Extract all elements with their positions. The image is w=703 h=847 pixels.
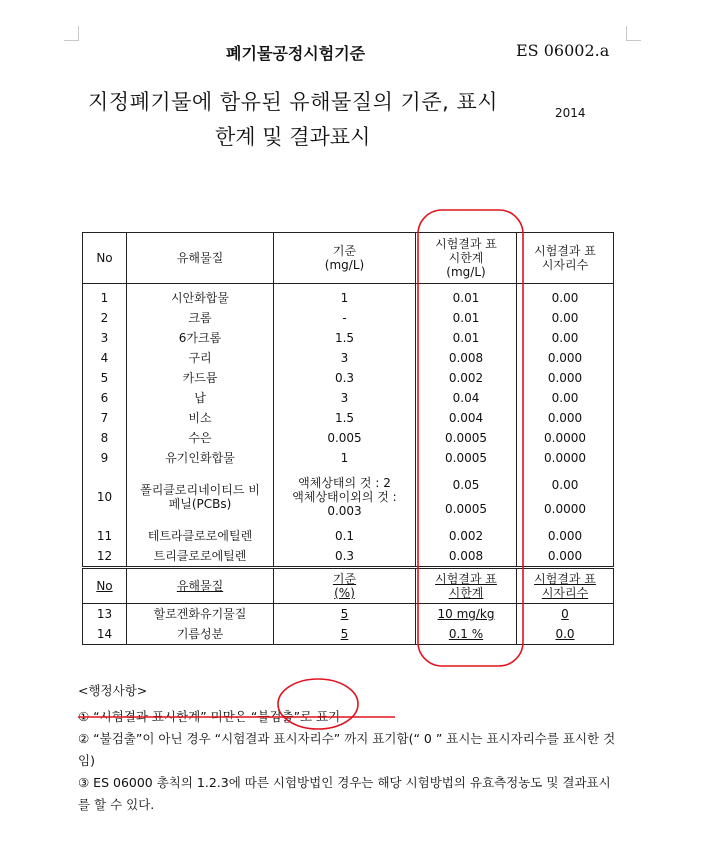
table-row <box>83 328 614 348</box>
table-row: 10 폴리클로리네이티드 비페닐(PCBs) 액체상태의 것 : 2 액체상태이외의 것 : 0.003 0.05 0.0005 0.00 0.0000 <box>83 468 614 526</box>
col-header-limit: 시험결과 표시한계 (mg/L) <box>416 233 517 284</box>
table-row <box>83 388 614 408</box>
cell-no: 12 <box>83 546 127 568</box>
cell-digits: 0 <box>517 604 614 625</box>
cell-criteria: 0.3 <box>274 368 416 388</box>
table-row <box>83 368 614 388</box>
col-header-limit-2: 시험결과 표시한계 <box>416 568 517 604</box>
table-row <box>83 428 614 448</box>
cell-substance: 테트라클로로에틸렌 <box>127 526 274 546</box>
cell-limit: 0.008 <box>416 348 517 368</box>
cell-no: 14 <box>83 624 127 645</box>
rows-group-a <box>83 284 614 469</box>
col-header-substance: 유해물질 <box>127 233 274 284</box>
cell-digits: 0.00 <box>517 308 614 328</box>
cell-substance: 비소 <box>127 408 274 428</box>
col-header-digits: 시험결과 표시자리수 <box>517 233 614 284</box>
cell-limit: 0.1 % <box>416 624 517 645</box>
cell-no: 4 <box>83 348 127 368</box>
col-header-substance-2: 유해물질 <box>127 568 274 604</box>
cell-criteria: 5 <box>274 624 416 645</box>
standards-table <box>82 232 614 645</box>
rows-group-c <box>83 604 614 645</box>
cell-criteria: 1.5 <box>274 408 416 428</box>
cell-limit: 0.0005 <box>416 448 517 468</box>
col-header-digits-2: 시험결과 표시자리수 <box>517 568 614 604</box>
cell-substance: 할로겐화유기물질 <box>127 604 274 625</box>
cell-limit: 0.01 <box>416 328 517 348</box>
table-row <box>83 624 614 645</box>
note-item-2: ② “불검출”이 아닌 경우 “시험결과 표시자리수” 까지 표기함(“ 0 ” 표시는 표시자리수를 표시한 것임) <box>78 731 616 768</box>
header-title: 폐기물공정시험기준 <box>226 44 366 63</box>
cell-digits: 0.00 <box>517 388 614 408</box>
cell-no: 6 <box>83 388 127 408</box>
cell-limit: 0.01 <box>416 308 517 328</box>
cell-limit: 0.004 <box>416 408 517 428</box>
document-title-line2: 한계 및 결과표시 <box>215 125 371 149</box>
cell-no: 2 <box>83 308 127 328</box>
table-row <box>83 308 614 328</box>
table-row <box>83 546 614 568</box>
cell-no: 1 <box>83 284 127 309</box>
header-code: ES 06002.a <box>516 41 610 60</box>
col-header-no: No <box>83 233 127 284</box>
document-title-line1: 지정폐기물에 함유된 유해물질의 기준, 표시 <box>88 90 499 114</box>
cell-criteria: 5 <box>274 604 416 625</box>
document-year: 2014 <box>555 106 586 120</box>
cell-substance: 시안화합물 <box>127 284 274 309</box>
cell-substance: 유기인화합물 <box>127 448 274 468</box>
cell-digits: 0.000 <box>517 526 614 546</box>
cell-limit: 0.002 <box>416 368 517 388</box>
cell-substance: 납 <box>127 388 274 408</box>
cell-digits: 0.00 <box>517 328 614 348</box>
cell-limit: 10 mg/kg <box>416 604 517 625</box>
cell-limit: 0.0005 <box>416 428 517 448</box>
cell-digits: 0.00 <box>517 284 614 309</box>
cell-digits: 0.0000 <box>517 448 614 468</box>
cell-substance: 크롬 <box>127 308 274 328</box>
cell-criteria: 1 <box>274 448 416 468</box>
cell-substance: 구리 <box>127 348 274 368</box>
cell-substance: 트리클로로에틸렌 <box>127 546 274 568</box>
cell-no: 7 <box>83 408 127 428</box>
rows-group-b <box>83 526 614 568</box>
cell-no: 13 <box>83 604 127 625</box>
cell-criteria: 0.1 <box>274 526 416 546</box>
table-row <box>83 284 614 309</box>
col-header-no-2: No <box>83 568 127 604</box>
cell-substance: 카드뮴 <box>127 368 274 388</box>
cell-criteria: 3 <box>274 348 416 368</box>
cell-criteria: 0.005 <box>274 428 416 448</box>
note-item-1: ① “시험결과 표시한계” 미만은 “불검출”로 표기 <box>78 709 341 724</box>
cell-digits: 0.0000 <box>517 428 614 448</box>
cell-criteria: 1 <box>274 284 416 309</box>
table-row <box>83 526 614 546</box>
cell-no: 3 <box>83 328 127 348</box>
cell-no: 5 <box>83 368 127 388</box>
cell-substance: 수은 <box>127 428 274 448</box>
table-header-row <box>83 233 614 284</box>
cell-digits: 0.000 <box>517 348 614 368</box>
table-row <box>83 408 614 428</box>
cell-criteria: 3 <box>274 388 416 408</box>
cell-substance: 6가크롬 <box>127 328 274 348</box>
page-corner-mark-left <box>64 26 79 41</box>
table-header-row-2 <box>83 568 614 604</box>
cell-limit: 0.002 <box>416 526 517 546</box>
col-header-criteria: 기준 (mg/L) <box>274 233 416 284</box>
cell-limit: 0.008 <box>416 546 517 568</box>
admin-notes <box>78 680 618 816</box>
cell-digits: 0.0 <box>517 624 614 645</box>
cell-criteria: - <box>274 308 416 328</box>
note-item-3: ③ ES 06000 총칙의 1.2.3에 따른 시험방법인 경우는 해당 시험방법의 유효측정농도 및 결과표시를 할 수 있다. <box>78 775 611 812</box>
cell-criteria: 0.3 <box>274 546 416 568</box>
cell-no: 11 <box>83 526 127 546</box>
cell-digits: 0.000 <box>517 546 614 568</box>
col-header-criteria-2: 기준 (%) <box>274 568 416 604</box>
table-row <box>83 448 614 468</box>
table-row <box>83 604 614 625</box>
cell-digits: 0.000 <box>517 368 614 388</box>
cell-digits: 0.000 <box>517 408 614 428</box>
cell-limit: 0.04 <box>416 388 517 408</box>
notes-title: <행정사항> <box>78 683 148 698</box>
page-corner-mark-right <box>626 26 641 41</box>
cell-no: 8 <box>83 428 127 448</box>
cell-criteria: 1.5 <box>274 328 416 348</box>
cell-substance: 기름성분 <box>127 624 274 645</box>
cell-limit: 0.01 <box>416 284 517 309</box>
cell-no: 9 <box>83 448 127 468</box>
table-row <box>83 348 614 368</box>
